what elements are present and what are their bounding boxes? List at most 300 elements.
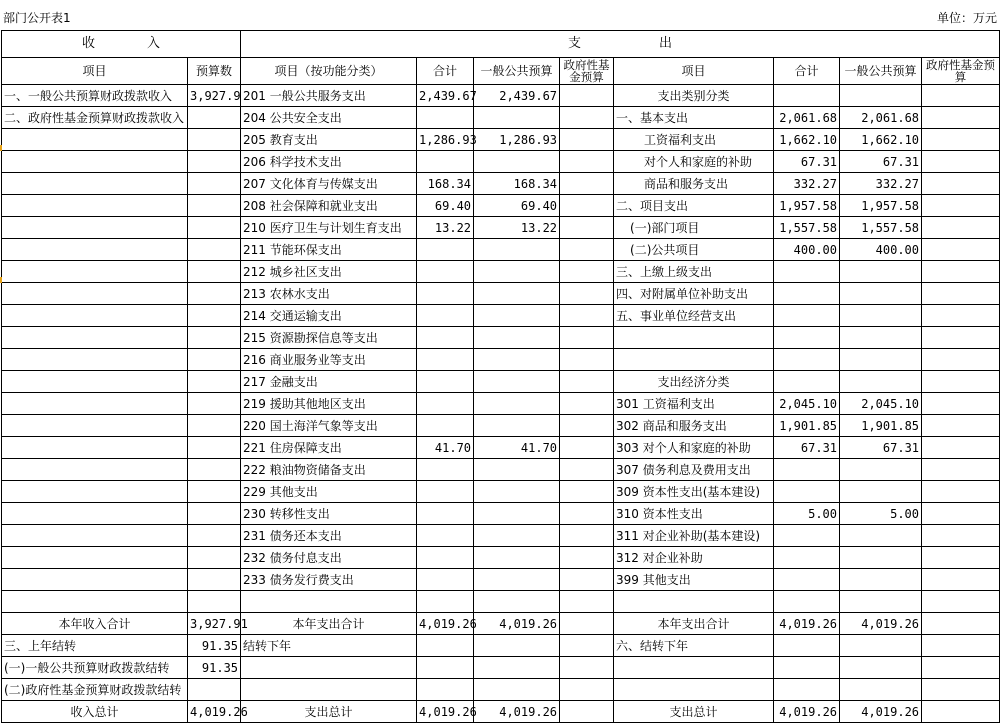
table-cell [922,261,1000,283]
table-cell [188,591,241,613]
table-cell [560,129,614,151]
table-cell [188,349,241,371]
table-cell: 5.00 [840,503,922,525]
table-cell [614,679,774,701]
table-cell [840,525,922,547]
table-cell [922,679,1000,701]
table-cell [922,85,1000,107]
table-cell: 233 债务发行费支出 [241,569,417,591]
table-cell [614,657,774,679]
table-cell: 210 医疗卫生与计划生育支出 [241,217,417,239]
table-row [2,349,1000,371]
table-row [2,305,1000,327]
table-cell [474,635,560,657]
table-cell: 204 公共安全支出 [241,107,417,129]
table-cell: 2,061.68 [840,107,922,129]
table-cell [2,481,188,503]
table-cell [417,657,474,679]
table-row [2,701,1000,723]
table-cell: 13.22 [474,217,560,239]
table-cell: 312 对企业补助 [614,547,774,569]
table-cell: 207 文化体育与传媒支出 [241,173,417,195]
table-cell: 41.70 [417,437,474,459]
table-cell [560,305,614,327]
col-header-general2: 一般公共预算 [840,58,922,85]
table-cell [474,459,560,481]
table-row [2,173,1000,195]
table-cell: (一)部门项目 [614,217,774,239]
table-cell: 215 资源勘探信息等支出 [241,327,417,349]
table-cell [840,679,922,701]
table-cell: 本年收入合计 [2,613,188,635]
table-cell [922,371,1000,393]
table-cell [2,217,188,239]
table-cell: 1,286.93 [474,129,560,151]
table-cell [474,349,560,371]
col-header-total: 合计 [417,58,474,85]
table-cell [2,151,188,173]
table-cell: 41.70 [474,437,560,459]
table-cell: 2,045.10 [774,393,840,415]
table-cell: 1,957.58 [774,195,840,217]
table-cell: 4,019.26 [774,701,840,723]
table-cell: 303 对个人和家庭的补助 [614,437,774,459]
table-cell [474,107,560,129]
table-cell [474,239,560,261]
table-cell [560,371,614,393]
table-cell: 201 一般公共服务支出 [241,85,417,107]
table-cell [922,481,1000,503]
table-cell [774,657,840,679]
table-cell [474,569,560,591]
row-marker [0,277,2,283]
table-cell [922,635,1000,657]
table-row [2,393,1000,415]
table-cell: 310 资本性支出 [614,503,774,525]
table-cell: 311 对企业补助(基本建设) [614,525,774,547]
table-cell: 结转下年 [241,635,417,657]
table-cell [2,503,188,525]
col-header-item: 项目 [2,58,188,85]
table-cell [840,459,922,481]
table-cell: 220 国土海洋气象等支出 [241,415,417,437]
table-row [2,459,1000,481]
table-cell [922,459,1000,481]
table-cell [188,371,241,393]
table-cell [560,635,614,657]
table-cell [188,437,241,459]
table-cell [774,591,840,613]
table-cell: 1,557.58 [774,217,840,239]
table-cell: 219 援助其他地区支出 [241,393,417,415]
table-cell: 支出总计 [614,701,774,723]
table-cell [922,657,1000,679]
expense-group-header: 支 出 [241,31,1000,58]
table-cell [774,481,840,503]
table-cell: 2,045.10 [840,393,922,415]
table-cell: 1,286.93 [417,129,474,151]
table-cell [188,173,241,195]
table-cell: 307 债务利息及费用支出 [614,459,774,481]
table-cell [188,415,241,437]
table-cell [2,349,188,371]
table-cell: 四、对附属单位补助支出 [614,283,774,305]
table-cell [2,525,188,547]
table-cell [188,569,241,591]
table-cell [474,503,560,525]
table-cell: 5.00 [774,503,840,525]
table-row [2,283,1000,305]
table-cell [774,525,840,547]
table-cell [922,503,1000,525]
table-row [2,657,1000,679]
table-cell [840,327,922,349]
table-cell [560,327,614,349]
table-cell: 4,019.26 [474,701,560,723]
table-cell [417,415,474,437]
table-cell: 168.34 [474,173,560,195]
table-cell [922,151,1000,173]
table-cell [474,679,560,701]
table-cell: 2,439.67 [474,85,560,107]
table-cell [922,591,1000,613]
table-cell: 91.35 [188,657,241,679]
table-cell [474,415,560,437]
table-cell [922,107,1000,129]
table-cell: 1,557.58 [840,217,922,239]
table-cell [474,481,560,503]
table-cell [774,679,840,701]
table-cell [922,701,1000,723]
table-cell [922,239,1000,261]
table-cell [474,547,560,569]
table-cell [560,481,614,503]
table-cell [188,679,241,701]
table-cell [417,283,474,305]
col-header-budget: 预算数 [188,58,241,85]
table-cell [922,437,1000,459]
sheet-title: 部门公开表1 [3,11,71,25]
table-cell [840,261,922,283]
table-cell: 69.40 [474,195,560,217]
table-cell [474,261,560,283]
sheet-topbar [0,0,1001,30]
table-cell [188,261,241,283]
table-cell: (一)一般公共预算财政拨款结转 [2,657,188,679]
table-cell [417,305,474,327]
table-cell [417,481,474,503]
table-cell [2,569,188,591]
table-cell [922,305,1000,327]
table-cell: 67.31 [774,151,840,173]
table-row [2,679,1000,701]
table-row [2,481,1000,503]
table-cell [774,547,840,569]
table-cell: 205 教育支出 [241,129,417,151]
table-row [2,107,1000,129]
table-cell: 支出经济分类 [614,371,774,393]
table-cell [922,349,1000,371]
table-cell [474,371,560,393]
table-cell [188,151,241,173]
table-cell [840,349,922,371]
table-cell [560,217,614,239]
table-cell [241,657,417,679]
table-cell [922,327,1000,349]
table-cell [2,547,188,569]
table-cell [188,525,241,547]
table-cell: 4,019.26 [188,701,241,723]
table-cell: 二、政府性基金预算财政拨款收入 [2,107,188,129]
table-cell [560,85,614,107]
table-cell [417,569,474,591]
table-cell: 214 交通运输支出 [241,305,417,327]
table-cell [188,195,241,217]
table-cell [774,327,840,349]
table-cell [560,569,614,591]
table-cell: 229 其他支出 [241,481,417,503]
table-cell [474,305,560,327]
table-cell [614,327,774,349]
col-header-fund2: 政府性基金预算 [922,58,1000,85]
table-cell [922,525,1000,547]
table-cell [560,393,614,415]
table-cell [922,415,1000,437]
table-cell: 309 资本性支出(基本建设) [614,481,774,503]
table-cell: 211 节能环保支出 [241,239,417,261]
table-cell [560,283,614,305]
table-cell: 收入总计 [2,701,188,723]
table-cell [560,107,614,129]
table-cell [840,591,922,613]
table-row [2,569,1000,591]
table-row [2,261,1000,283]
table-cell: 2,061.68 [774,107,840,129]
table-cell: 217 金融支出 [241,371,417,393]
table-cell: 三、上年结转 [2,635,188,657]
col-header-general: 一般公共预算 [474,58,560,85]
table-cell: 4,019.26 [840,701,922,723]
table-cell [840,305,922,327]
table-cell: 13.22 [417,217,474,239]
table-cell [2,437,188,459]
table-cell [922,173,1000,195]
budget-table [1,30,1000,723]
unit-label: 单位：万元 [936,11,997,25]
table-cell [560,679,614,701]
table-cell [560,701,614,723]
table-cell [241,591,417,613]
table-cell: 3,927.9 [188,85,241,107]
table-cell: 4,019.26 [840,613,922,635]
table-row [2,129,1000,151]
col-header-total2: 合计 [774,58,840,85]
table-row [2,327,1000,349]
table-cell: 对个人和家庭的补助 [614,151,774,173]
table-cell [474,283,560,305]
table-cell [922,217,1000,239]
table-cell [417,349,474,371]
table-cell [2,261,188,283]
table-cell: 4,019.26 [417,701,474,723]
table-cell [2,305,188,327]
table-cell [188,239,241,261]
table-cell [774,569,840,591]
table-cell [2,371,188,393]
table-cell: 332.27 [840,173,922,195]
table-cell [614,349,774,371]
table-cell [417,591,474,613]
table-cell [560,591,614,613]
table-cell [560,239,614,261]
table-row [2,547,1000,569]
table-cell: 222 粮油物资储备支出 [241,459,417,481]
table-cell [188,107,241,129]
table-cell: 230 转移性支出 [241,503,417,525]
table-cell [474,393,560,415]
table-cell [774,283,840,305]
table-cell [188,481,241,503]
table-cell [922,569,1000,591]
table-cell [188,393,241,415]
table-cell [474,327,560,349]
table-cell: 1,662.10 [840,129,922,151]
table-cell [2,415,188,437]
table-cell [560,173,614,195]
table-cell [2,459,188,481]
table-cell [922,613,1000,635]
table-cell [560,349,614,371]
table-cell: 231 债务还本支出 [241,525,417,547]
table-cell: 一、一般公共预算财政拨款收入 [2,85,188,107]
table-cell: 332.27 [774,173,840,195]
table-cell [922,283,1000,305]
table-cell [474,151,560,173]
table-cell [417,151,474,173]
table-cell [922,195,1000,217]
table-cell [922,129,1000,151]
col-header-func-item: 项目（按功能分类） [241,58,417,85]
table-cell [840,85,922,107]
table-cell [840,371,922,393]
table-cell [188,503,241,525]
table-cell [474,657,560,679]
table-cell: 1,957.58 [840,195,922,217]
table-cell: 4,019.26 [417,613,474,635]
table-cell: 69.40 [417,195,474,217]
table-cell [560,657,614,679]
table-row [2,591,1000,613]
table-cell [241,679,417,701]
table-cell [2,239,188,261]
table-cell [774,85,840,107]
table-cell [417,525,474,547]
table-cell [417,371,474,393]
table-row [2,371,1000,393]
table-cell [774,305,840,327]
table-row [2,151,1000,173]
table-cell [774,349,840,371]
table-cell [560,261,614,283]
table-cell: 400.00 [840,239,922,261]
table-cell [840,657,922,679]
table-cell: 67.31 [840,437,922,459]
table-cell [840,481,922,503]
table-cell [417,679,474,701]
table-cell [560,195,614,217]
table-cell [840,569,922,591]
table-cell: 399 其他支出 [614,569,774,591]
table-cell [188,327,241,349]
table-cell [417,459,474,481]
column-header-row [2,58,1000,85]
table-cell: 五、事业单位经营支出 [614,305,774,327]
table-cell [188,305,241,327]
table-cell: 支出类别分类 [614,85,774,107]
table-cell [2,591,188,613]
table-cell: 二、项目支出 [614,195,774,217]
table-cell: 206 科学技术支出 [241,151,417,173]
table-cell [922,393,1000,415]
table-cell: 67.31 [840,151,922,173]
table-cell [417,547,474,569]
table-cell [474,591,560,613]
table-cell [614,591,774,613]
table-cell [417,261,474,283]
table-cell [417,503,474,525]
table-cell [2,283,188,305]
group-header-row [2,31,1000,58]
table-cell: 221 住房保障支出 [241,437,417,459]
table-row [2,85,1000,107]
table-cell [2,327,188,349]
table-cell [417,239,474,261]
table-cell [774,261,840,283]
table-cell: 商品和服务支出 [614,173,774,195]
table-cell [840,283,922,305]
table-row [2,195,1000,217]
table-cell [474,525,560,547]
table-cell: 302 商品和服务支出 [614,415,774,437]
table-cell [417,635,474,657]
row-marker [0,145,2,151]
table-cell: 本年支出合计 [241,613,417,635]
table-cell [560,415,614,437]
table-cell [188,459,241,481]
table-row [2,415,1000,437]
table-cell: 67.31 [774,437,840,459]
income-group-header: 收 入 [2,31,241,58]
table-cell: 168.34 [417,173,474,195]
table-cell [560,437,614,459]
table-row [2,239,1000,261]
table-cell: (二)政府性基金预算财政拨款结转 [2,679,188,701]
table-cell: 208 社会保障和就业支出 [241,195,417,217]
table-row [2,437,1000,459]
table-cell: 1,901.85 [840,415,922,437]
table-cell [840,635,922,657]
table-cell: 4,019.26 [774,613,840,635]
table-cell: 2,439.67 [417,85,474,107]
table-cell [840,547,922,569]
table-cell: 一、基本支出 [614,107,774,129]
table-cell: 212 城乡社区支出 [241,261,417,283]
table-cell: 本年支出合计 [614,613,774,635]
table-cell [417,393,474,415]
table-row [2,613,1000,635]
table-cell: (二)公共项目 [614,239,774,261]
table-cell: 400.00 [774,239,840,261]
